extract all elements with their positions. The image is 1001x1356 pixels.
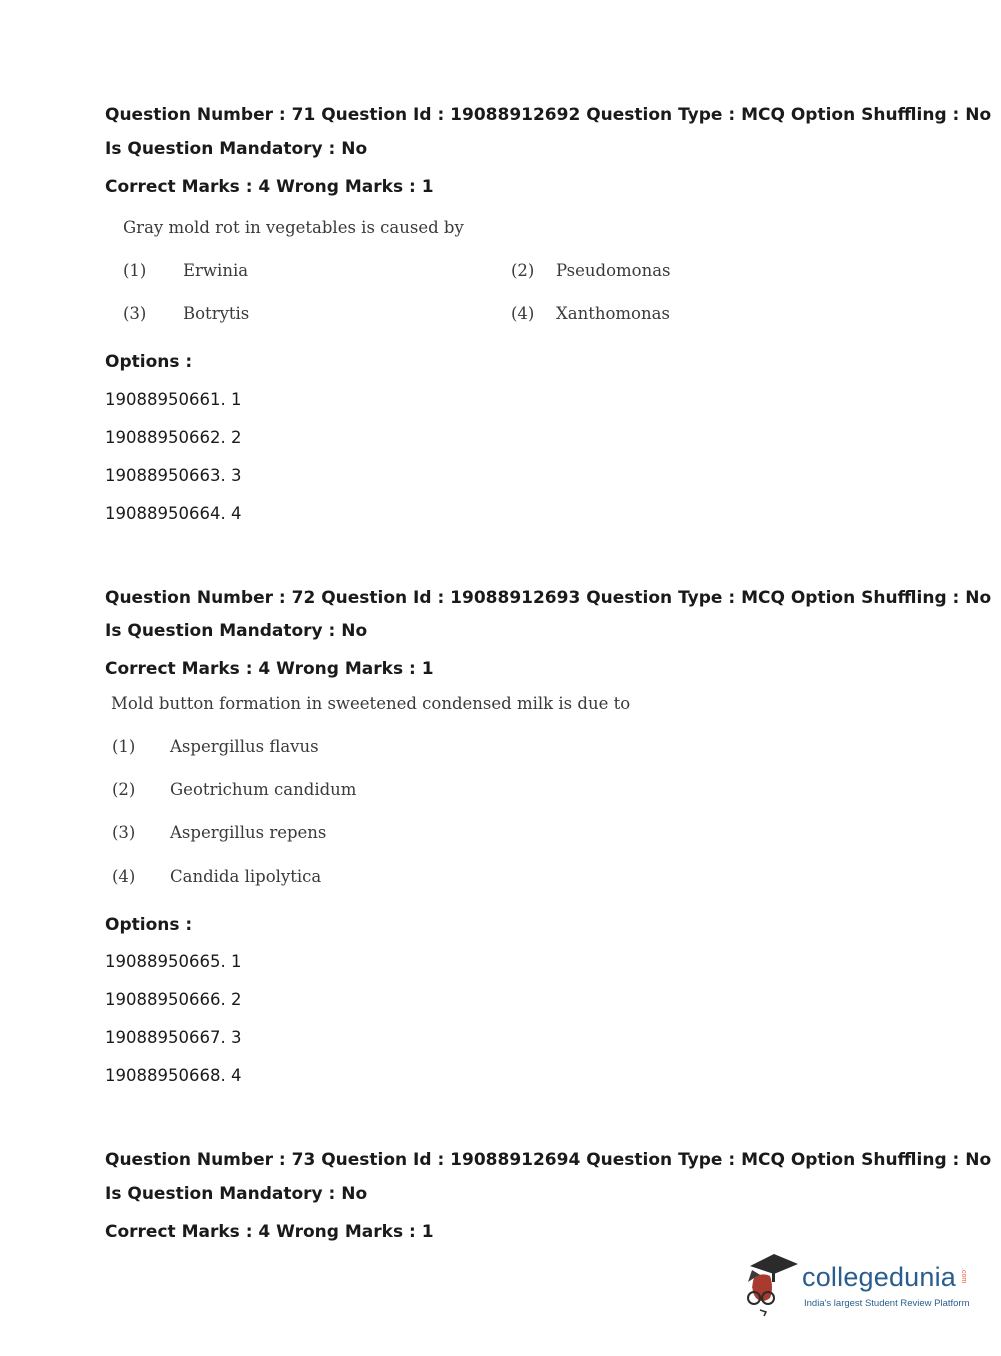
q72-choice-1-text: Aspergillus flavus — [170, 737, 319, 756]
q71-choice-2-text: Pseudomonas — [556, 261, 671, 280]
q71-option-2: 19088950662. 2 — [105, 428, 242, 447]
q72-choice-4-num: (4) — [112, 867, 136, 886]
q73-header-line1: Question Number : 73 Question Id : 19088912694 Question Type : MCQ Option Shuffling : No — [105, 1150, 992, 1170]
q71-header-line1: Question Number : 71 Question Id : 19088912692 Question Type : MCQ Option Shuffling : No — [105, 105, 992, 125]
q72-header-line2: Is Question Mandatory : No — [105, 621, 368, 641]
q72-choice-3-num: (3) — [112, 823, 136, 842]
q72-options-label: Options : — [105, 915, 193, 935]
q72-choice-1-num: (1) — [112, 737, 136, 756]
q72-option-2: 19088950666. 2 — [105, 990, 242, 1009]
q72-stem: Mold button formation in sweetened condensed milk is due to — [111, 694, 631, 713]
q72-option-1: 19088950665. 1 — [105, 952, 242, 971]
q71-choice-1-text: Erwinia — [183, 261, 249, 280]
q71-stem: Gray mold rot in vegetables is caused by — [123, 218, 464, 237]
q73-header-line2: Is Question Mandatory : No — [105, 1184, 368, 1204]
q71-choice-1-num: (1) — [123, 261, 147, 280]
logo-tagline: India's largest Student Review Platform — [804, 1298, 970, 1309]
q72-option-4: 19088950668. 4 — [105, 1066, 242, 1085]
q71-option-1: 19088950661. 1 — [105, 390, 242, 409]
q72-marks: Correct Marks : 4 Wrong Marks : 1 — [105, 659, 434, 679]
q71-choice-3-num: (3) — [123, 304, 147, 323]
q72-choice-3-text: Aspergillus repens — [170, 823, 327, 842]
q71-choice-3-text: Botrytis — [183, 304, 250, 323]
q71-options-label: Options : — [105, 352, 193, 372]
q73-marks: Correct Marks : 4 Wrong Marks : 1 — [105, 1222, 434, 1242]
q71-option-3: 19088950663. 3 — [105, 466, 242, 485]
q71-choice-4-text: Xanthomonas — [556, 304, 670, 323]
mascot-icon — [740, 1248, 802, 1318]
logo-name: collegedunia — [802, 1262, 957, 1292]
q72-header-line1: Question Number : 72 Question Id : 19088912693 Question Type : MCQ Option Shuffling : No — [105, 588, 992, 608]
logo-com: .com — [960, 1268, 967, 1284]
q72-choice-4-text: Candida lipolytica — [170, 867, 322, 886]
q72-choice-2-num: (2) — [112, 780, 136, 799]
collegedunia-logo[interactable] — [740, 1248, 970, 1318]
q71-choice-4-num: (4) — [511, 304, 535, 323]
q71-option-4: 19088950664. 4 — [105, 504, 242, 523]
q71-choice-2-num: (2) — [511, 261, 535, 280]
q72-choice-2-text: Geotrichum candidum — [170, 780, 357, 799]
q71-marks: Correct Marks : 4 Wrong Marks : 1 — [105, 177, 434, 197]
q71-header-line2: Is Question Mandatory : No — [105, 139, 368, 159]
q72-option-3: 19088950667. 3 — [105, 1028, 242, 1047]
